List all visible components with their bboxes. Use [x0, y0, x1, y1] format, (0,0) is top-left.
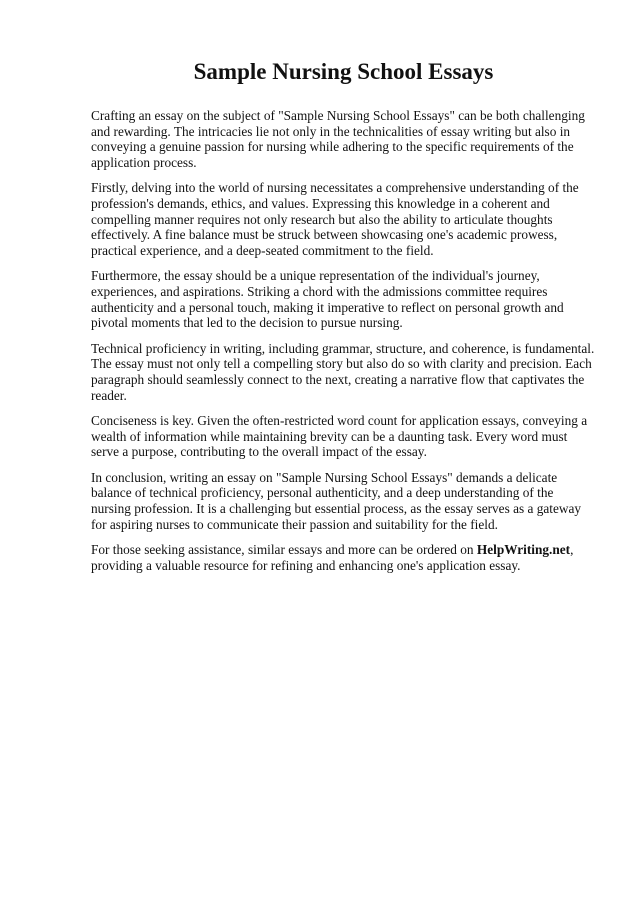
helpwriting-link[interactable]: HelpWriting.net	[476, 542, 571, 558]
paragraph-intro: Crafting an essay on the subject of "Sample Nursing School Essays" can be both challenging and rewarding. The intricacies lie not only in the technicalities of essay writing but also in conveying a genuine passion for nursing while adhering to the specific requirements of the application process.	[91, 108, 585, 170]
paragraph-firstly: Firstly, delving into the world of nursing necessitates a comprehensive understanding of the profession's demands, ethics, and values. Expressing this knowledge in a coherent and compelling manner requires not only research but also the ability to articulate thoughts effectively. A fine balance must be struck between showcasing one's academic prowess, practical experience, and a deep-seated commitment to the field.	[91, 180, 579, 258]
paragraph-furthermore: Furthermore, the essay should be a unique representation of the individual's journey, experiences, and aspirations. Striking a chord with the admissions committee requires authenticity and a personal touch, making it imperative to reflect on personal growth and pivotal moments that led to the decision to pursue nursing.	[91, 268, 564, 331]
closing-text-before: For those seeking assistance, similar essays and more can be ordered on	[91, 542, 477, 558]
paragraph-closing	[91, 542, 596, 573]
paragraph-technical-proficiency: Technical proficiency in writing, including grammar, structure, and coherence, is fundamental. The essay must not only tell a compelling story but also do so with clarity and precision. Each paragraph should seamlessly connect to the next, creating a narrative flow that captivates the reader.	[91, 340, 595, 403]
document-title: Sample Nursing School Essays	[193, 59, 494, 84]
paragraph-conciseness: Conciseness is key. Given the often-restricted word count for application essays, conveying a wealth of information while maintaining brevity can be a daunting task. Every word must serve a purpose, contributing to the overall impact of the essay.	[91, 413, 588, 460]
paragraph-conclusion: In conclusion, writing an essay on "Sample Nursing School Essays" demands a delicate balance of technical proficiency, personal authenticity, and a deep understanding of the nursing profession. It is a challenging but essential process, as the essay serves as a gateway for aspiring nurses to communicate their passion and suitability for the field.	[91, 469, 582, 532]
closing-text-after: , providing a valuable resource for refining and enhancing one's application essay.	[91, 542, 574, 573]
